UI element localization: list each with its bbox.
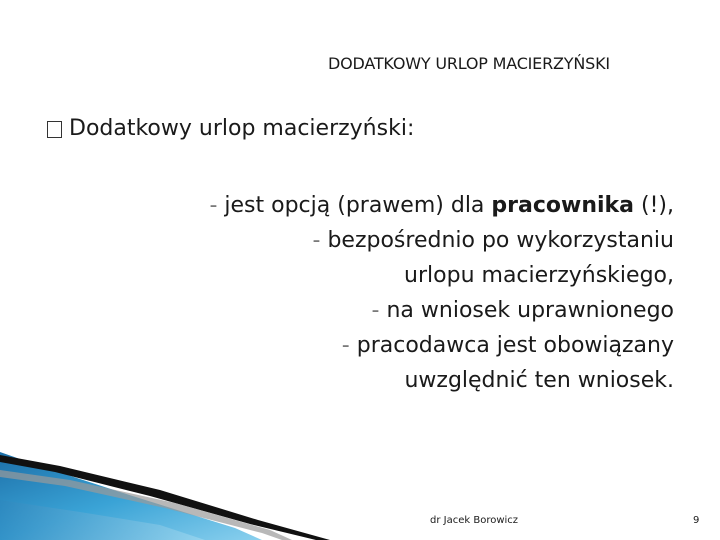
line-bold-text: pracownika	[491, 193, 635, 218]
line-dash: -	[371, 298, 380, 323]
body-line-3	[74, 258, 674, 293]
slide-body	[74, 188, 674, 398]
line-dash: -	[341, 333, 350, 358]
line-dash: -	[312, 228, 321, 253]
bullet-item	[47, 116, 414, 141]
body-line-5	[74, 328, 674, 363]
line-text-end: (!),	[634, 193, 674, 218]
slide-title: DODATKOWY URLOP MACIERZYŃSKI	[328, 54, 610, 73]
body-line-4	[74, 293, 674, 328]
body-line-6	[74, 363, 674, 398]
bullet-text: Dodatkowy urlop macierzyński:	[69, 116, 415, 141]
line-text: jest opcją (prawem) dla	[224, 193, 492, 218]
line-text: urlopu macierzyńskiego,	[404, 263, 674, 288]
page-number: 9	[693, 515, 700, 526]
line-text: bezpośrednio po wykorzystaniu	[327, 228, 674, 253]
line-text: uwzględnić ten wniosek.	[404, 368, 674, 393]
line-text: na wniosek uprawnionego	[386, 298, 674, 323]
footer-author: dr Jacek Borowicz	[430, 515, 519, 526]
checkbox-square-icon	[47, 121, 62, 138]
line-text: pracodawca jest obowiązany	[356, 333, 674, 358]
body-line-1	[74, 188, 674, 223]
body-line-2	[74, 223, 674, 258]
line-dash: -	[209, 193, 218, 218]
